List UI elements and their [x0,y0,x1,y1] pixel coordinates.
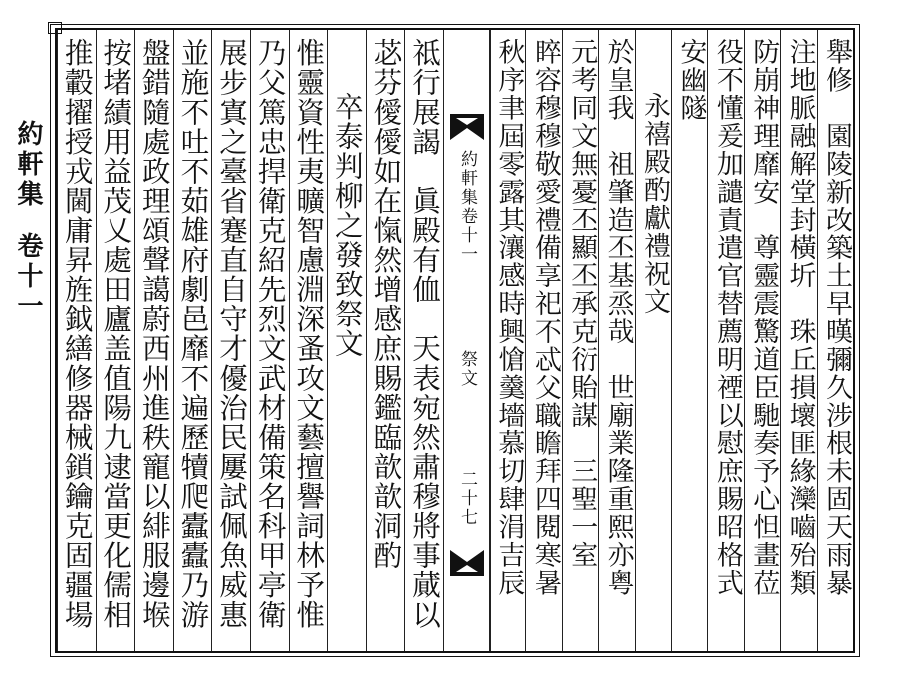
text-column: 元考同文無憂丕顯丕承克衍貽謀 三聖一室 [562,30,598,651]
text-column: 展步寘之臺省蹇直自守才優治民屢試佩魚威惠 [211,30,250,651]
text-column-heading: 永禧殿酌獻禮祝文 [635,30,671,651]
text-column: 並施不吐不茹雄府劇邑靡不遍歷犢爬蠹蠹乃游 [173,30,212,651]
edge-volume: 卷十一 [13,232,43,322]
text-column: 睟容穆穆敬愛禮備享祀不忒父職瞻拜四閱寒暑 [525,30,561,651]
center-book-title: 約軒集卷十一 [457,150,477,264]
center-page-number: 二十七 [457,470,477,527]
fishtail-mark-bottom-icon [450,550,484,576]
text-column: 役不懂爰加譴責遣官替薦明禋以慰庶賜昭格式 [707,30,743,651]
edge-book-title: 約軒集 [13,120,43,210]
text-column: 盤錯隨處政理頌聲譪蔚西州進秩寵以緋服邊堠 [134,30,173,651]
text-column: 秋序聿屆零露其瀼感時興愴羹墻慕切肆涓吉辰 [489,30,525,651]
text-column-heading: 卒泰判柳之發致祭文 [327,30,366,651]
center-section: 祭文 [457,350,477,388]
text-column: 祗行展謁 眞殿有侐 天表宛然肅穆將事蕆以 [404,30,443,651]
edge-title [8,120,48,322]
fishtail-mark-top-icon [450,114,484,140]
text-column: 於皇我 祖肇造丕基烝哉 世廟業隆重熙亦粤 [598,30,634,651]
center-fold [443,30,491,651]
text-column: 安幽隧 [671,30,707,651]
text-column: 惟靈資性夷曠智慮淵深蚤攻文藝擅譽詞林予惟 [289,30,328,651]
text-column: 推轂擢授戎閫庸昇旌鉞繕修器械鎖鑰克固疆場 [57,30,96,651]
text-column: 苾芬僾僾如在愾然增感庶賜鑑臨歆歆洞酌 [366,30,405,651]
text-column: 按堵績用益茂乂處田廬盖值陽九逮當更化儒相 [96,30,135,651]
text-column: 注地脈融解堂封橫圻 珠丘損壞匪緣灤嚙殆類 [780,30,816,651]
text-column: 舉修 園陵新改築土早暵彌久涉根未固天雨暴 [817,30,853,651]
text-frame [55,28,855,653]
text-column: 防崩神理靡安 尊靈震驚道臣馳奏予心怛畫莅 [744,30,780,651]
text-column: 乃父篤忠捍衛克紹先烈文武材備策名科甲亭衛 [250,30,289,651]
